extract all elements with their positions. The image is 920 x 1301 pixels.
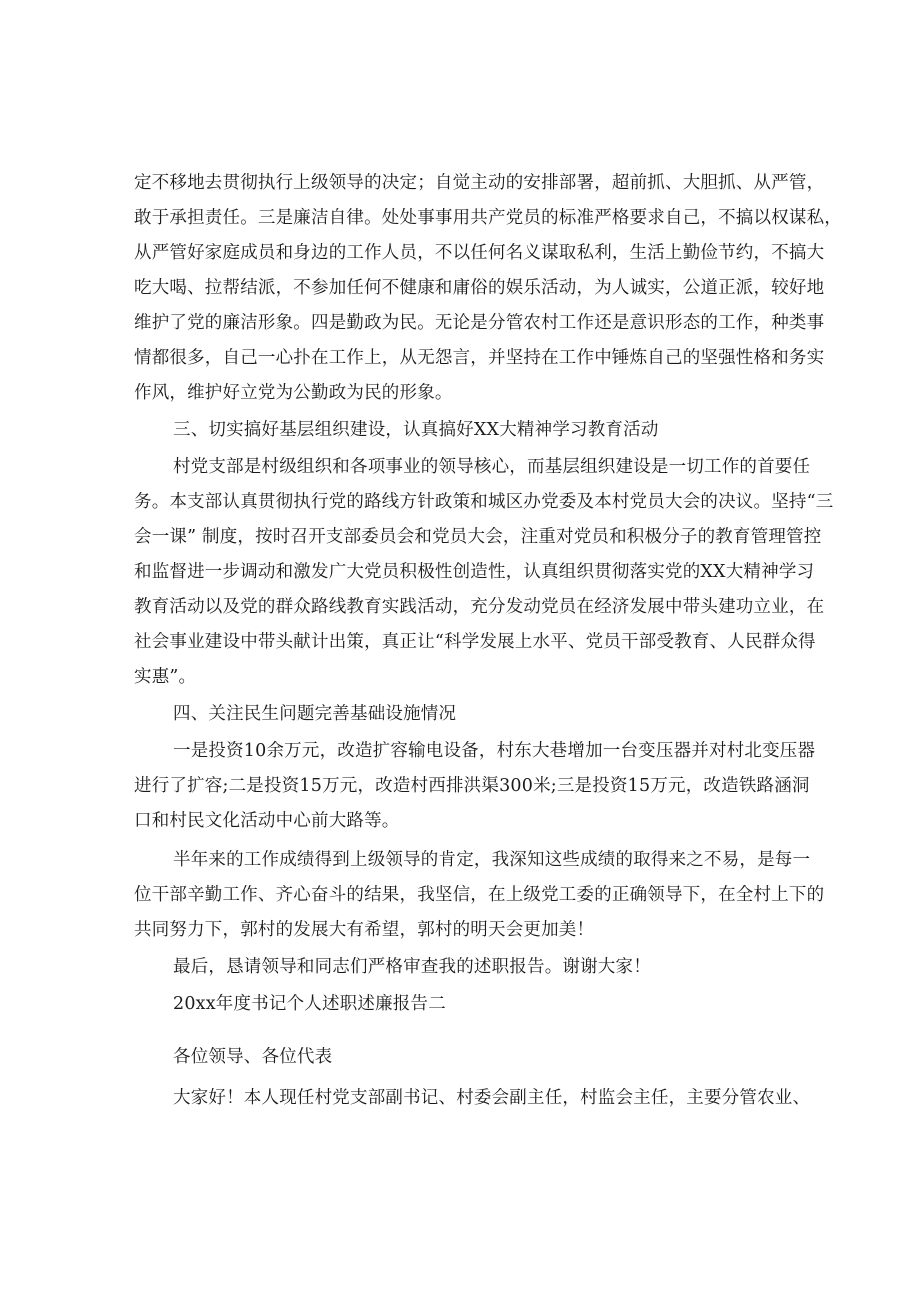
paragraph-line: 进行了扩容;二是投资15万元，改造村西排洪渠300米;三是投资15万元，改造铁路涵洞: [134, 776, 810, 796]
paragraph-line: 口和村民文化活动中心前大路等。: [134, 811, 400, 831]
paragraph-line: 务。本支部认真贯彻执行党的路线方针政策和城区办党委及本村党员大会的决议。坚持“三: [134, 492, 834, 512]
paragraph-line: 和监督进一步调动和激发广大党员积极性创造性，认真组织贯彻落实党的XX大精神学习: [134, 562, 815, 582]
paragraph-line: 情都很多，自己一心扑在工作上，从无怨言，并坚持在工作中锤炼自己的坚强性格和务实: [134, 348, 825, 368]
paragraph-line: 定不移地去贯彻执行上级领导的决定；自觉主动的安排部署，超前抓、大胆抓、从严管，: [134, 173, 825, 193]
paragraph-line: 大家好！本人现任村党支部副书记、村委会副主任，村监会主任，主要分管农业、: [173, 1088, 811, 1108]
paragraph-line: 维护了党的廉洁形象。四是勤政为民。无论是分管农村工作还是意识形态的工作，种类事: [134, 313, 825, 333]
paragraph-line: 最后，恳请领导和同志们严格审查我的述职报告。谢谢大家！: [173, 957, 651, 977]
paragraph-line: 村党支部是村级组织和各项事业的领导核心，而基层组织建设是一切工作的首要任: [173, 457, 811, 477]
paragraph-line: 教育活动以及党的群众路线教育实践活动，充分发动党员在经济发展中带头建功立业，在: [134, 597, 825, 617]
salutation: 各位领导、各位代表: [173, 1047, 333, 1067]
paragraph-line: 半年来的工作成绩得到上级领导的肯定，我深知这些成绩的取得来之不易，是每一: [173, 850, 811, 870]
paragraph-line: 实惠”。: [134, 667, 197, 687]
paragraph-line: 从严管好家庭成员和身边的工作人员，不以任何名义谋取私利，生活上勤俭节约，不搞大: [134, 243, 825, 263]
paragraph-line: 共同努力下，郭村的发展大有希望，郭村的明天会更加美！: [134, 920, 595, 940]
paragraph-line: 社会事业建设中带头献计出策，真正让“科学发展上水平、党员干部受教育、人民群众得: [134, 632, 816, 652]
paragraph-line: 吃大喝、拉帮结派，不参加任何不健康和庸俗的娱乐活动，为人诚实，公道正派，较好地: [134, 278, 825, 298]
paragraph-line: 位干部辛勤工作、齐心奋斗的结果，我坚信，在上级党工委的正确领导下，在全村上下的: [134, 885, 825, 905]
paragraph-line: 会一课” 制度，按时召开支部委员会和党员大会，注重对党员和积极分子的教育管理管控: [134, 527, 822, 547]
section-heading: 四、关注民生问题完善基础设施情况: [173, 704, 457, 724]
paragraph-line: 作风，维护好立党为公勤政为民的形象。: [134, 383, 453, 403]
paragraph-line: 一是投资10余万元，改造扩容输电设备，村东大巷增加一台变压器并对村北变压器: [173, 741, 816, 761]
paragraph-line: 敢于承担责任。三是廉洁自律。处处事事用共产党员的标准严格要求自己，不搞以权谋私，: [134, 208, 842, 228]
report-title: 20xx年度书记个人述职述廉报告二: [173, 994, 446, 1014]
section-heading: 三、切实搞好基层组织建设，认真搞好XX大精神学习教育活动: [173, 420, 659, 440]
